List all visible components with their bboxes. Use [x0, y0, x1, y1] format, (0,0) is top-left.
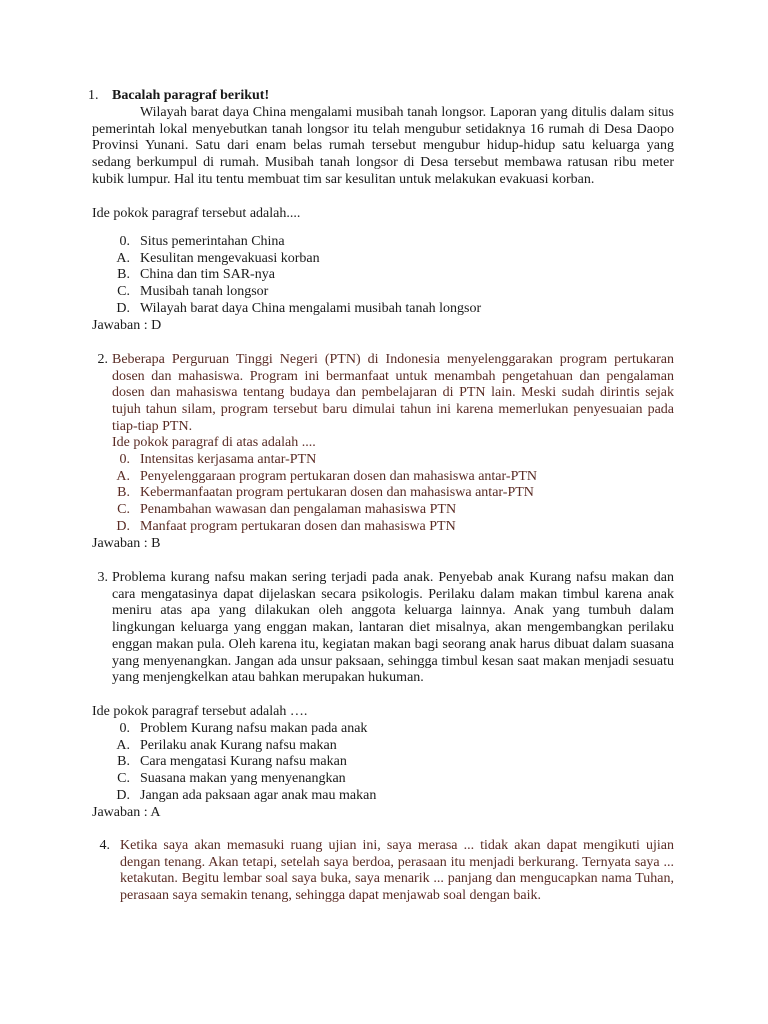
question-number: 4. [99, 838, 110, 853]
question-paragraph: Beberapa Perguruan Tinggi Negeri (PTN) di Indonesia menyelenggarakan program pertukaran dosen dan mahasiswa. Program ini bermanfaat untuk menambah pengetahuan dan pengalaman dosen dan mahasiswa tentang budaya dan pembelajaran di PTN lain. Meski sudah dirintis sejak tujuh tahun silam, program tersebut baru dimulai tahun ini karena memerlukan penyesuaian pada tiap-tiap PTN. [112, 352, 674, 434]
question-paragraph: Problema kurang nafsu makan sering terjadi pada anak. Penyebab anak Kurang nafsu makan dan cara mengatasinya dapat dijelaskan secara psikologis. Perilaku dalam makan timbul karena anak meniru atas apa yang dilakukan oleh anggota keluarga lainnya. Anak yang tumbuh dalam lingkungan keluarga yang enggan makan, lantaran diet misalnya, akan mengembangkan perilaku enggan makan pula. Oleh karena itu, kegiatan makan bagi seorang anak harus dibuat dalam suasana yang menyenangkan. Jangan ada unsur paksaan, sehingga timbul kesan saat makan menjadi sesuatu yang menjengkelkan atau bahkan merupakan hukuman. [112, 570, 674, 686]
options-list [114, 721, 654, 804]
question-number: 2. [97, 352, 108, 367]
option-c[interactable]: C. Musibah tanah longsor [117, 284, 269, 300]
option-d[interactable]: D. Manfaat program pertukaran dosen dan mahasiswa PTN [116, 518, 456, 534]
option-c[interactable]: C. Penambahan wawasan dan pengalaman mahasiswa PTN [117, 502, 457, 518]
option-a[interactable]: A. Penyelenggaraan program pertukaran dosen dan mahasiswa antar-PTN [116, 468, 538, 484]
question-prompt: Ide pokok paragraf di atas adalah .... [112, 435, 316, 450]
option-b[interactable]: B. Kebermanfaatan program pertukaran dosen dan mahasiswa antar-PTN [117, 485, 534, 501]
option-b[interactable]: B. Cara mengatasi Kurang nafsu makan [117, 754, 347, 770]
option-c[interactable]: C. Suasana makan yang menyenangkan [117, 771, 346, 787]
answer-key: Jawaban : D [92, 318, 162, 333]
question-prompt: Ide pokok paragraf tersebut adalah.... [92, 206, 301, 221]
options-list [114, 234, 654, 317]
option-d[interactable]: D. Wilayah barat daya China mengalami musibah tanah longsor [116, 300, 482, 316]
option-d[interactable]: D. Jangan ada paksaan agar anak mau makan [116, 787, 377, 803]
option-a[interactable]: A. Perilaku anak Kurang nafsu makan [116, 737, 337, 753]
answer-key: Jawaban : A [92, 805, 161, 820]
option-b[interactable]: B. China dan tim SAR-nya [117, 267, 275, 283]
question-paragraph: Ketika saya akan memasuki ruang ujian ini, saya merasa ... tidak akan dapat mengikuti ujian dengan tenang. Akan tetapi, setelah saya berdoa, perasaan itu menjadi berkurang. Ternyata saya ... ketakutan. Begitu lembar soal saya buka, saya menarik ... panjang dan mengucapkan nama Tuhan, perasaan saya semakin tenang, sehingga dapat menjawab soal dengan baik. [120, 838, 674, 904]
option-0[interactable]: 0. Problem Kurang nafsu makan pada anak [119, 721, 368, 736]
option-0[interactable]: 0. Intensitas kerjasama antar-PTN [119, 452, 317, 467]
options-list [114, 452, 654, 535]
option-0[interactable]: 0. Situs pemerintahan China [119, 234, 285, 249]
question-number: 3. [97, 570, 108, 585]
question-paragraph: Wilayah barat daya China mengalami musibah tanah longsor. Laporan yang ditulis dalam situs pemerintah lokal menyebutkan tanah longsor itu telah mengubur setidaknya 16 rumah di Desa Daopo Provinsi Yunani. Satu dari enam belas rumah tersebut mengubur hidup-hidup satu keluarga yang sedang berkumpul di rumah. Musibah tanah longsor di Desa tersebut membawa ratusan ribu meter kubik lumpur. Hal itu tentu membuat tim sar kesulitan untuk melakukan evakuasi korban. [92, 105, 674, 187]
question-prompt: Ide pokok paragraf tersebut adalah …. [92, 704, 308, 719]
question-number: 1. [88, 88, 99, 103]
answer-key: Jawaban : B [92, 536, 161, 551]
question-heading: Bacalah paragraf berikut! [112, 88, 270, 103]
option-a[interactable]: A. Kesulitan mengevakuasi korban [116, 250, 320, 266]
